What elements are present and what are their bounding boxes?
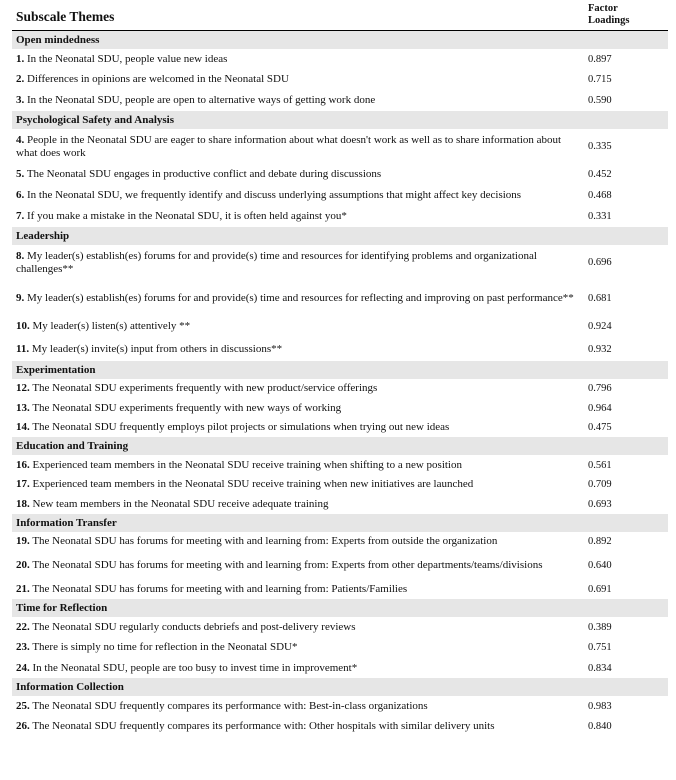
table-row bbox=[12, 379, 668, 398]
item-statement bbox=[12, 250, 584, 276]
item-statement bbox=[12, 292, 584, 305]
table-row bbox=[12, 696, 668, 716]
table-row bbox=[12, 551, 668, 580]
item-number: 8. bbox=[16, 249, 25, 262]
item-number: 9. bbox=[16, 291, 25, 304]
item-statement bbox=[12, 700, 584, 713]
item-number: 2. bbox=[16, 73, 25, 85]
section-header: Information Collection bbox=[12, 678, 668, 696]
item-statement bbox=[12, 662, 584, 675]
item-number: 25. bbox=[16, 699, 30, 712]
item-text: People in the Neonatal SDU are eager to share information about what doesn't work as well as to share information about what does work bbox=[16, 133, 562, 159]
factor-loading-value: 0.389 bbox=[588, 621, 612, 633]
table-row bbox=[12, 337, 668, 361]
item-number: 13. bbox=[16, 401, 30, 414]
factor-loading-value: 0.840 bbox=[588, 721, 612, 732]
table-body bbox=[12, 31, 668, 737]
item-statement bbox=[12, 402, 584, 415]
factor-loading-value: 0.751 bbox=[588, 642, 612, 653]
item-text: My leader(s) establish(es) forums for and provide(s) time and resources for reflecting and improving on past performance** bbox=[27, 291, 574, 304]
item-number: 16. bbox=[16, 458, 30, 471]
item-text: Differences in opinions are welcomed in the Neonatal SDU bbox=[27, 73, 289, 85]
item-number: 18. bbox=[16, 497, 30, 510]
item-statement bbox=[12, 498, 584, 511]
item-text: In the Neonatal SDU, people are open to alternative ways of getting work done bbox=[27, 94, 376, 106]
table-row bbox=[12, 475, 668, 494]
item-number: 24. bbox=[16, 661, 30, 674]
factor-loading-value: 0.715 bbox=[588, 74, 612, 85]
item-statement bbox=[12, 421, 584, 434]
item-statement bbox=[12, 94, 584, 107]
item-statement bbox=[12, 189, 584, 202]
item-statement bbox=[12, 621, 584, 634]
item-text: The Neonatal SDU experiments frequently with new ways of working bbox=[32, 401, 342, 414]
section-header: Psychological Safety and Analysis bbox=[12, 111, 668, 129]
item-text: My leader(s) establish(es) forums for and provide(s) time and resources for identifying problems and organizational challenges** bbox=[16, 249, 537, 275]
factor-loadings-table bbox=[12, 0, 668, 737]
subscale-themes-heading: Subscale Themes bbox=[16, 9, 115, 24]
item-number: 6. bbox=[16, 189, 25, 201]
table-row bbox=[12, 316, 668, 337]
table-row bbox=[12, 90, 668, 111]
item-number: 26. bbox=[16, 720, 30, 732]
section-header: Education and Training bbox=[12, 437, 668, 455]
item-text: In the Neonatal SDU, people value new ideas bbox=[27, 52, 228, 65]
table-row bbox=[12, 245, 668, 280]
item-number: 22. bbox=[16, 620, 30, 633]
item-text: The Neonatal SDU has forums for meeting with and learning from: Experts from other departments/teams/divisions bbox=[32, 559, 543, 571]
factor-loadings-heading: Factor Loadings bbox=[588, 3, 630, 26]
item-number: 5. bbox=[16, 168, 25, 180]
factor-loading-value: 0.640 bbox=[588, 560, 612, 571]
table-header bbox=[12, 0, 668, 31]
item-text: There is simply no time for reflection in the Neonatal SDU* bbox=[32, 641, 298, 653]
factor-loading-value: 0.932 bbox=[588, 343, 612, 355]
item-statement bbox=[12, 478, 584, 491]
table-row bbox=[12, 716, 668, 737]
factor-loading-value: 0.897 bbox=[588, 53, 612, 65]
item-statement bbox=[12, 210, 584, 223]
item-text: The Neonatal SDU regularly conducts debriefs and post-delivery reviews bbox=[32, 620, 356, 633]
item-number: 20. bbox=[16, 559, 30, 571]
item-text: Experienced team members in the Neonatal SDU receive training when new initiatives are launched bbox=[32, 478, 474, 490]
item-statement bbox=[12, 535, 584, 548]
table-row bbox=[12, 280, 668, 316]
table-row bbox=[12, 617, 668, 637]
item-statement bbox=[12, 382, 584, 395]
item-statement bbox=[12, 134, 584, 160]
item-number: 4. bbox=[16, 133, 25, 146]
table-row bbox=[12, 580, 668, 599]
item-statement bbox=[12, 559, 584, 572]
section-header: Leadership bbox=[12, 227, 668, 245]
item-number: 12. bbox=[16, 382, 30, 394]
item-text: My leader(s) invite(s) input from others in discussions** bbox=[31, 342, 283, 355]
factor-loading-value: 0.834 bbox=[588, 662, 612, 674]
item-statement bbox=[12, 53, 584, 66]
factor-loading-value: 0.335 bbox=[588, 141, 612, 152]
table-row bbox=[12, 49, 668, 69]
factor-loading-value: 0.892 bbox=[588, 536, 612, 547]
item-text: The Neonatal SDU frequently compares its performance with: Other hospitals with similar delivery units bbox=[32, 720, 495, 732]
item-statement bbox=[12, 583, 584, 596]
factor-loading-value: 0.452 bbox=[588, 169, 612, 180]
table-row bbox=[12, 418, 668, 437]
item-number: 10. bbox=[16, 320, 30, 332]
item-text: Experienced team members in the Neonatal SDU receive training when shifting to a new position bbox=[32, 458, 462, 471]
section-header: Experimentation bbox=[12, 361, 668, 379]
table-row bbox=[12, 532, 668, 551]
item-statement bbox=[12, 73, 584, 86]
table-row bbox=[12, 398, 668, 418]
factor-loading-value: 0.709 bbox=[588, 479, 612, 490]
factor-loading-value: 0.331 bbox=[588, 211, 612, 222]
factor-loading-value: 0.924 bbox=[588, 321, 612, 332]
item-statement bbox=[12, 343, 584, 356]
item-number: 3. bbox=[16, 94, 25, 106]
item-text: In the Neonatal SDU, people are too busy to invest time in improvement* bbox=[32, 661, 358, 674]
item-text: The Neonatal SDU frequently employs pilot projects or simulations when trying out new ideas bbox=[32, 421, 450, 433]
factor-loading-value: 0.696 bbox=[588, 257, 612, 268]
section-header: Information Transfer bbox=[12, 514, 668, 532]
table-row bbox=[12, 164, 668, 185]
factor-loading-value: 0.561 bbox=[588, 459, 612, 471]
item-statement bbox=[12, 720, 584, 733]
factor-loading-value: 0.796 bbox=[588, 383, 612, 394]
item-statement bbox=[12, 459, 584, 472]
section-header: Open mindedness bbox=[12, 31, 668, 49]
factor-loading-value: 0.693 bbox=[588, 498, 612, 510]
item-text: My leader(s) listen(s) attentively ** bbox=[32, 320, 191, 332]
item-number: 17. bbox=[16, 478, 30, 490]
factor-loading-value: 0.983 bbox=[588, 700, 612, 712]
item-number: 21. bbox=[16, 583, 30, 595]
table-row bbox=[12, 185, 668, 206]
item-number: 1. bbox=[16, 52, 25, 65]
item-number: 14. bbox=[16, 421, 30, 433]
item-number: 19. bbox=[16, 535, 30, 547]
table-row bbox=[12, 206, 668, 227]
item-statement bbox=[12, 320, 584, 333]
factor-loading-value: 0.590 bbox=[588, 95, 612, 106]
section-header: Time for Reflection bbox=[12, 599, 668, 617]
item-number: 23. bbox=[16, 641, 30, 653]
factor-loading-value: 0.681 bbox=[588, 292, 612, 304]
table-row bbox=[12, 129, 668, 164]
item-text: New team members in the Neonatal SDU receive adequate training bbox=[32, 497, 329, 510]
factor-loading-value: 0.964 bbox=[588, 402, 612, 414]
item-text: The Neonatal SDU has forums for meeting with and learning from: Patients/Families bbox=[32, 583, 408, 595]
factor-loading-value: 0.468 bbox=[588, 190, 612, 201]
item-text: The Neonatal SDU engages in productive conflict and debate during discussions bbox=[26, 168, 382, 180]
item-text: The Neonatal SDU frequently compares its performance with: Best-in-class organizations bbox=[32, 699, 428, 712]
item-number: 7. bbox=[16, 210, 25, 222]
item-text: If you make a mistake in the Neonatal SDU, it is often held against you* bbox=[27, 210, 347, 222]
item-text: The Neonatal SDU has forums for meeting with and learning from: Experts from outside the organization bbox=[32, 535, 498, 547]
item-statement bbox=[12, 641, 584, 654]
table-row bbox=[12, 637, 668, 658]
item-statement bbox=[12, 168, 584, 181]
factor-loading-value: 0.475 bbox=[588, 422, 612, 433]
item-number: 11. bbox=[16, 342, 30, 355]
item-text: The Neonatal SDU experiments frequently with new product/service offerings bbox=[32, 382, 378, 394]
table-row bbox=[12, 658, 668, 678]
item-text: In the Neonatal SDU, we frequently identify and discuss underlying assumptions that might affect key decisions bbox=[27, 189, 522, 201]
table-row bbox=[12, 494, 668, 514]
table-row bbox=[12, 455, 668, 475]
factor-loading-value: 0.691 bbox=[588, 584, 612, 595]
table-row bbox=[12, 69, 668, 90]
